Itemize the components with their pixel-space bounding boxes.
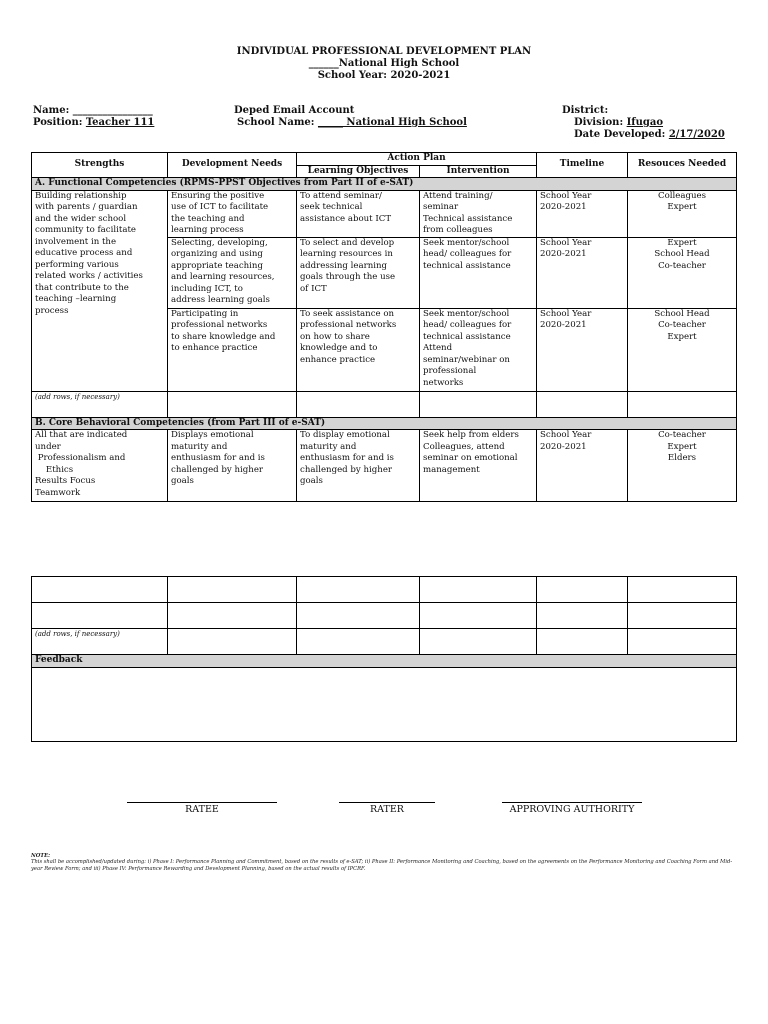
cell-line: of ICT [300,283,327,294]
resources-cell [628,237,737,308]
empty-cell [537,391,628,417]
division-value: Ifugao [626,117,664,128]
cell-line: Selecting, developing, [171,237,268,248]
cell-line: address learning goals [171,295,270,305]
name-field [33,105,153,116]
district-label: District: [562,105,609,116]
cell-line: knowledge and to [300,343,378,353]
cell-line: management [423,464,480,475]
approving-authority-label: APPROVING AUTHORITY [509,804,635,815]
email-label: Deped Email Account [234,105,355,116]
cell-line: 2020-2021 [540,320,587,330]
empty-cell [420,603,537,629]
cell-line: School Year [540,190,592,201]
cell-line: from colleagues [423,225,493,235]
learning-objectives-cell [297,190,420,237]
school-name-label: School Name: [237,117,315,128]
additional-rows-table [31,576,737,742]
cell-line: Expert [667,441,697,452]
school-heading: ______National High School [308,58,460,69]
table-row [32,190,737,237]
cell-line: Displays emotional [171,430,254,440]
cell-line: seminar [423,202,459,212]
empty-cell [297,629,420,655]
header-strengths: Strengths [32,153,168,178]
school-name-value: _____ National High School [317,117,467,128]
header-action-plan: Action Plan [297,153,537,166]
table-row [32,577,737,603]
development-needs-cell [168,237,297,308]
development-needs-cell [168,308,297,391]
section-a-heading: A. Functional Competencies (RPMS-PPST Objectives from Part II of e-SAT) [32,178,737,191]
cell-line: Seek help from elders [423,430,519,440]
position-value: Teacher 111 [85,117,155,128]
position-label: Position: [33,117,83,128]
cell-line: Ethics [35,464,74,475]
cell-line: Participating in [171,308,239,319]
empty-cell [628,603,737,629]
position-field [33,117,154,128]
header-development-needs: Development Needs [168,153,297,178]
table-row [32,391,737,417]
empty-cell [168,577,297,603]
cell-line: related works / activities [35,271,143,281]
empty-cell [297,391,420,417]
resources-cell [628,430,737,502]
cell-line: Attend [423,343,453,353]
cell-line: enthusiasm for and is [171,453,265,463]
empty-cell [420,577,537,603]
approving-signature-line [502,802,642,803]
cell-line: involvement in the [35,236,117,247]
cell-line: with parents / guardian [35,202,138,212]
rater-signature-line [339,802,435,803]
cell-line: Seek mentor/school [423,308,510,319]
cell-line: School Year [540,237,592,248]
learning-objectives-cell [297,237,420,308]
cell-line: goals [300,476,323,486]
cell-line: goals through the use [300,272,396,282]
cell-line: addressing learning [300,260,388,271]
cell-line: Teamwork [35,487,81,498]
cell-line: appropriate teaching [171,260,263,271]
cell-line: networks [423,377,464,388]
cell-line: Colleagues [658,190,706,201]
cell-line: the teaching and [171,213,245,224]
date-developed-label: Date Developed: [574,129,666,140]
cell-line: learning process [171,225,244,235]
timeline-cell [537,190,628,237]
intervention-cell [420,308,537,391]
empty-cell [168,391,297,417]
school-year-heading: School Year: 2020-2021 [317,70,451,81]
section-b-heading: B. Core Behavioral Competencies (from Part III of e-SAT) [32,417,737,430]
empty-cell [628,391,737,417]
feedback-heading: Feedback [32,655,737,668]
intervention-cell [420,190,537,237]
empty-cell [32,603,168,629]
development-needs-cell [168,430,297,502]
add-rows-note: (add rows, if necessary) [32,629,168,655]
cell-line: Ensuring the positive [171,190,265,201]
cell-line: including ICT, to [171,283,243,294]
cell-line: Expert [667,331,697,342]
date-developed-field [574,129,725,140]
empty-cell [537,577,628,603]
cell-line: Attend training/ [423,190,493,201]
intervention-cell [420,430,537,502]
cell-line: enhance practice [300,354,376,365]
cell-line: School Head [654,308,710,319]
development-plan-table [31,152,737,502]
learning-objectives-cell [297,308,420,391]
cell-line: use of ICT to facilitate [171,202,269,212]
timeline-cell [537,308,628,391]
cell-line: teaching –learning [35,294,117,304]
cell-line: 2020-2021 [540,441,587,452]
cell-line: to enhance practice [171,343,258,353]
cell-line: learning resources in [300,249,393,259]
empty-cell [420,391,537,417]
cell-line: enthusiasm for and is [300,453,394,463]
cell-line: School Year [540,308,592,319]
cell-line: challenged by higher [171,464,264,475]
timeline-cell [537,430,628,502]
empty-cell [297,577,420,603]
cell-line: Co-teacher [658,320,706,330]
cell-line: Technical assistance [423,213,513,224]
name-label: Name: [33,105,70,116]
cell-line: Co-teacher [658,260,706,271]
header-timeline: Timeline [537,153,628,178]
cell-line: community to facilitate [35,225,136,235]
cell-line: Elders [667,453,697,463]
cell-line: To display emotional [300,430,390,440]
ratee-signature-line [127,802,277,803]
cell-line: maturity and [171,441,228,452]
cell-line: Results Focus [35,476,96,486]
header-intervention: Intervention [420,165,537,178]
empty-cell [168,629,297,655]
cell-line: All that are indicated [35,430,128,440]
cell-line: seek technical [300,202,363,212]
cell-line: assistance about ICT [300,213,392,224]
note-text: This shall be accomplished/updated during: i) Phase I: Performance Planning and Commitment, based on the results of e-SAT; ii) Phase II: Performance Monitoring and Coaching, based on the agreements on the Performance Monitoring and Coaching Form and Mid-year Review Form; and iii) Phase IV: Performance Rewarding and Development Planning, based on the actual results of IPCRF. [31,859,733,872]
empty-cell [420,629,537,655]
cell-line: head/ colleagues for [423,249,512,259]
timeline-cell [537,237,628,308]
cell-line: Expert [667,202,697,212]
table-row [32,629,737,655]
cell-line: performing various [35,259,119,270]
intervention-cell [420,237,537,308]
note-heading: NOTE: [31,853,50,859]
cell-line: process [35,305,69,316]
cell-line: Building relationship [35,190,127,201]
add-rows-note: (add rows, if necessary) [32,391,168,417]
document-title: INDIVIDUAL PROFESSIONAL DEVELOPMENT PLAN [236,46,532,57]
cell-line: School Head [654,249,710,259]
cell-line: to share knowledge and [171,331,276,342]
cell-line: and learning resources, [171,272,275,282]
cell-line: professional networks [171,320,268,330]
table-row [32,603,737,629]
cell-line: Colleagues, attend [423,441,505,452]
cell-line: head/ colleagues for [423,320,512,330]
cell-line: 2020-2021 [540,249,587,259]
ratee-label: RATEE [185,804,219,815]
empty-cell [32,577,168,603]
cell-line: on how to share [300,331,370,342]
cell-line: goals [171,476,194,486]
cell-line: maturity and [300,441,357,452]
cell-line: seminar/webinar on [423,354,510,365]
cell-line: organizing and using [171,249,263,259]
empty-cell [168,603,297,629]
cell-line: 2020-2021 [540,202,587,212]
empty-cell [628,577,737,603]
strengths-cell [32,430,168,502]
section-a-strengths-cell [32,190,168,391]
cell-line: professional [423,366,477,376]
header-learning-objectives: Learning Objectives [297,165,420,178]
resources-cell [628,190,737,237]
date-developed-value: 2/17/2020 [668,129,725,140]
cell-line: Expert [667,237,697,248]
cell-line: Professionalism and [35,453,126,463]
table-row [32,430,737,502]
cell-line: educative process and [35,248,133,258]
cell-line: and the wider school [35,213,127,224]
cell-line: School Year [540,430,592,440]
cell-line: To attend seminar/ [300,190,382,201]
cell-line: that contribute to the [35,282,129,293]
cell-line: under [35,441,61,452]
learning-objectives-cell [297,430,420,502]
header-resources-needed: Resouces Needed [628,153,737,178]
resources-cell [628,308,737,391]
empty-cell [537,629,628,655]
cell-line: Co-teacher [658,430,706,440]
cell-line: technical assistance [423,331,511,342]
division-field [574,117,663,128]
rater-label: RATER [370,804,404,815]
name-value: ________________ [72,105,153,116]
cell-line: Seek mentor/school [423,237,510,248]
development-needs-cell [168,190,297,237]
feedback-box [32,667,737,741]
cell-line: seminar on emotional [423,453,518,463]
division-label: Division: [574,117,624,128]
cell-line: professional networks [300,320,397,330]
empty-cell [297,603,420,629]
cell-line: challenged by higher [300,464,393,475]
empty-cell [537,603,628,629]
cell-line: To select and develop [300,237,395,248]
cell-line: technical assistance [423,260,511,271]
empty-cell [628,629,737,655]
cell-line: To seek assistance on [300,308,395,319]
school-name-field [237,117,467,128]
